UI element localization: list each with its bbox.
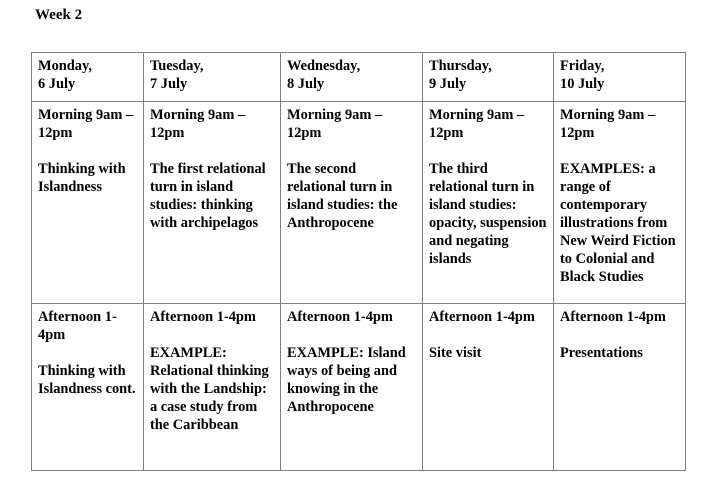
activity-text: The second relational turn in island studies: the Anthropocene bbox=[287, 161, 398, 231]
day-cell-thursday bbox=[423, 53, 554, 102]
day-label: Friday, 10 July bbox=[560, 58, 605, 92]
slot-time: Morning 9am – 12pm bbox=[150, 107, 246, 141]
afternoon-cell bbox=[423, 304, 554, 471]
slot-time: Afternoon 1-4pm bbox=[38, 309, 117, 343]
afternoon-cell bbox=[554, 304, 686, 471]
activity-text: Thinking with Islandness cont. bbox=[38, 363, 136, 397]
activity-text: EXAMPLE: Island ways of being and knowing in the Anthropocene bbox=[287, 345, 406, 415]
activity-text: Site visit bbox=[429, 345, 482, 361]
activity-text: The third relational turn in island studies: opacity, suspension and negating islands bbox=[429, 161, 547, 267]
slot-time: Morning 9am – 12pm bbox=[287, 107, 383, 141]
activity-text: Presentations bbox=[560, 345, 643, 361]
activity-text: EXAMPLES: a range of contemporary illustrations from New Weird Fiction to Colonial and Black Studies bbox=[560, 161, 676, 285]
activity-text: The first relational turn in island studies: thinking with archipelagos bbox=[150, 161, 266, 231]
day-label: Wednesday, 8 July bbox=[287, 58, 361, 92]
slot-time: Morning 9am – 12pm bbox=[38, 107, 134, 141]
slot-time: Afternoon 1-4pm bbox=[429, 309, 535, 325]
week-title: Week 2 bbox=[35, 7, 83, 23]
morning-cell bbox=[32, 102, 144, 304]
slot-time: Afternoon 1-4pm bbox=[287, 309, 393, 325]
afternoon-row bbox=[32, 304, 686, 471]
day-cell-wednesday bbox=[281, 53, 423, 102]
day-header-row bbox=[32, 53, 686, 102]
schedule-table bbox=[31, 52, 686, 471]
slot-time: Afternoon 1-4pm bbox=[560, 309, 666, 325]
activity-text: Thinking with Islandness bbox=[38, 161, 126, 195]
morning-cell bbox=[281, 102, 423, 304]
day-cell-friday bbox=[554, 53, 686, 102]
morning-cell bbox=[554, 102, 686, 304]
slot-time: Afternoon 1-4pm bbox=[150, 309, 256, 325]
afternoon-cell bbox=[144, 304, 281, 471]
afternoon-cell bbox=[281, 304, 423, 471]
day-label: Thursday, 9 July bbox=[429, 58, 492, 92]
day-label: Tuesday, 7 July bbox=[150, 58, 204, 92]
slot-time: Morning 9am – 12pm bbox=[429, 107, 525, 141]
morning-cell bbox=[144, 102, 281, 304]
activity-text: EXAMPLE: Relational thinking with the Landship: a case study from the Caribbean bbox=[150, 345, 269, 433]
slot-time: Morning 9am – 12pm bbox=[560, 107, 656, 141]
day-label: Monday, 6 July bbox=[38, 58, 92, 92]
day-cell-monday bbox=[32, 53, 144, 102]
morning-row bbox=[32, 102, 686, 304]
day-cell-tuesday bbox=[144, 53, 281, 102]
afternoon-cell bbox=[32, 304, 144, 471]
morning-cell bbox=[423, 102, 554, 304]
